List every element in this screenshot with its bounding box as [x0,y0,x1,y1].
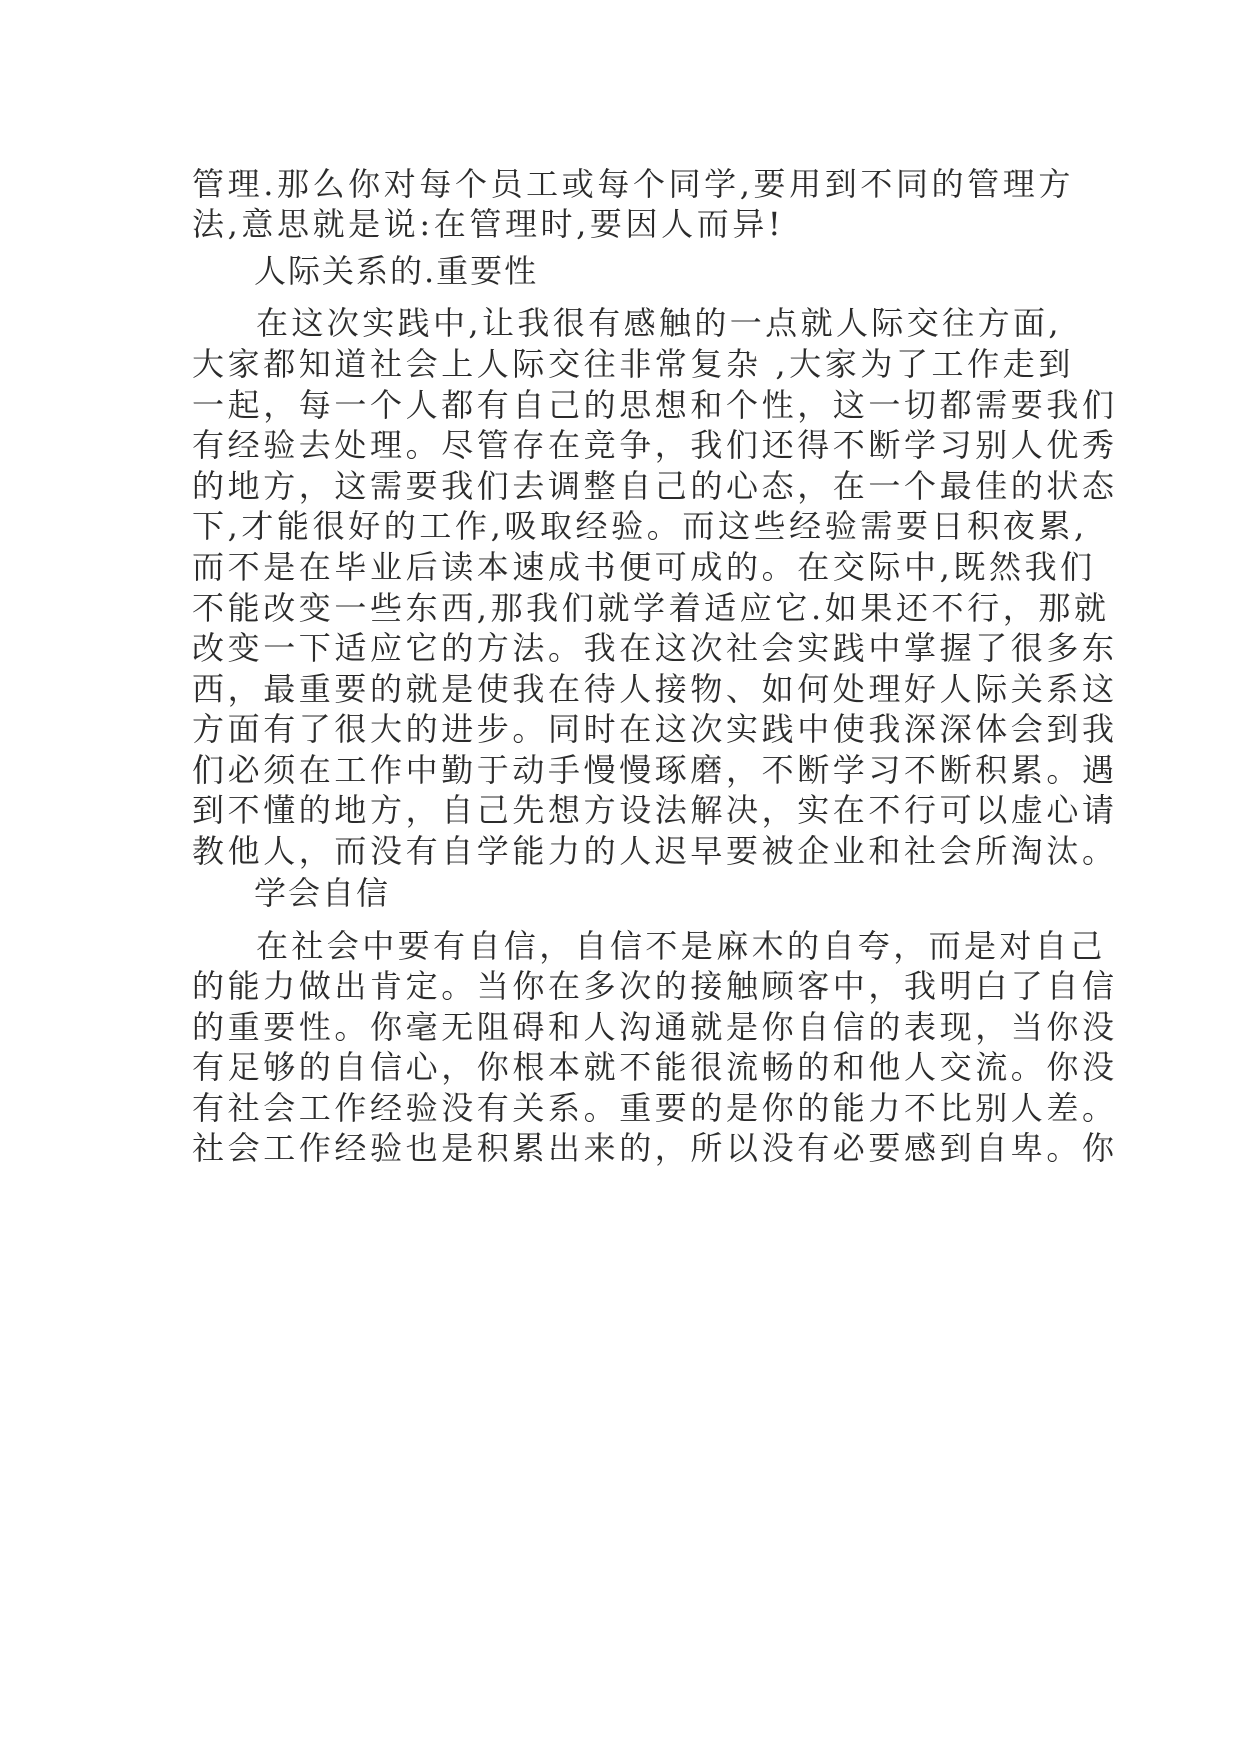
paragraph-line: 的能力做出肯定。当你在多次的接触顾客中，我明白了自信 [192,967,1118,1005]
section-heading: 人际关系的.重要性 [254,252,539,290]
paragraph-line: 大家都知道社会上人际交往非常复杂 ,大家为了工作走到 [192,345,1074,383]
paragraph-line: 有足够的自信心，你根本就不能很流畅的和他人交流。你没 [192,1048,1118,1086]
section-heading: 学会自信 [254,874,391,912]
paragraph-line: 教他人，而没有自学能力的人迟早要被企业和社会所淘汰。 [192,832,1118,870]
paragraph-line: 不能改变一些东西,那我们就学着适应它.如果还不行，那就 [192,589,1110,627]
paragraph-line: 社会工作经验也是积累出来的，所以没有必要感到自卑。你 [192,1129,1118,1167]
paragraph-line: 改变一下适应它的方法。我在这次社会实践中掌握了很多东 [192,629,1118,667]
paragraph-line: 西，最重要的就是使我在待人接物、如何处理好人际关系这 [192,670,1118,708]
paragraph-line: 而不是在毕业后读本速成书便可成的。在交际中,既然我们 [192,548,1096,586]
paragraph-line: 在社会中要有自信，自信不是麻木的自夸，而是对自己 [256,927,1106,965]
paragraph-line: 管理.那么你对每个员工或每个同学,要用到不同的管理方 [192,165,1074,203]
paragraph-line: 的地方，这需要我们去调整自己的心态，在一个最佳的状态 [192,467,1118,505]
paragraph-line: 一起，每一个人都有自己的思想和个性，这一切都需要我们 [192,386,1118,424]
paragraph-line: 有经验去处理。尽管存在竞争，我们还得不断学习别人优秀 [192,426,1118,464]
paragraph-line: 方面有了很大的进步。同时在这次实践中使我深深体会到我 [192,710,1118,748]
paragraph-line: 们必须在工作中勤于动手慢慢琢磨，不断学习不断积累。遇 [192,751,1118,789]
paragraph-line: 到不懂的地方，自己先想方设法解决，实在不行可以虚心请 [192,791,1118,829]
paragraph-line: 在这次实践中,让我很有感触的一点就人际交往方面, [256,304,1062,342]
paragraph-line: 下,才能很好的工作,吸取经验。而这些经验需要日积夜累, [192,507,1088,545]
paragraph-line: 的重要性。你毫无阻碍和人沟通就是你自信的表现，当你没 [192,1008,1118,1046]
paragraph-line: 法,意思就是说:在管理时,要因人而异! [192,205,785,243]
paragraph-line: 有社会工作经验没有关系。重要的是你的能力不比别人差。 [192,1089,1118,1127]
